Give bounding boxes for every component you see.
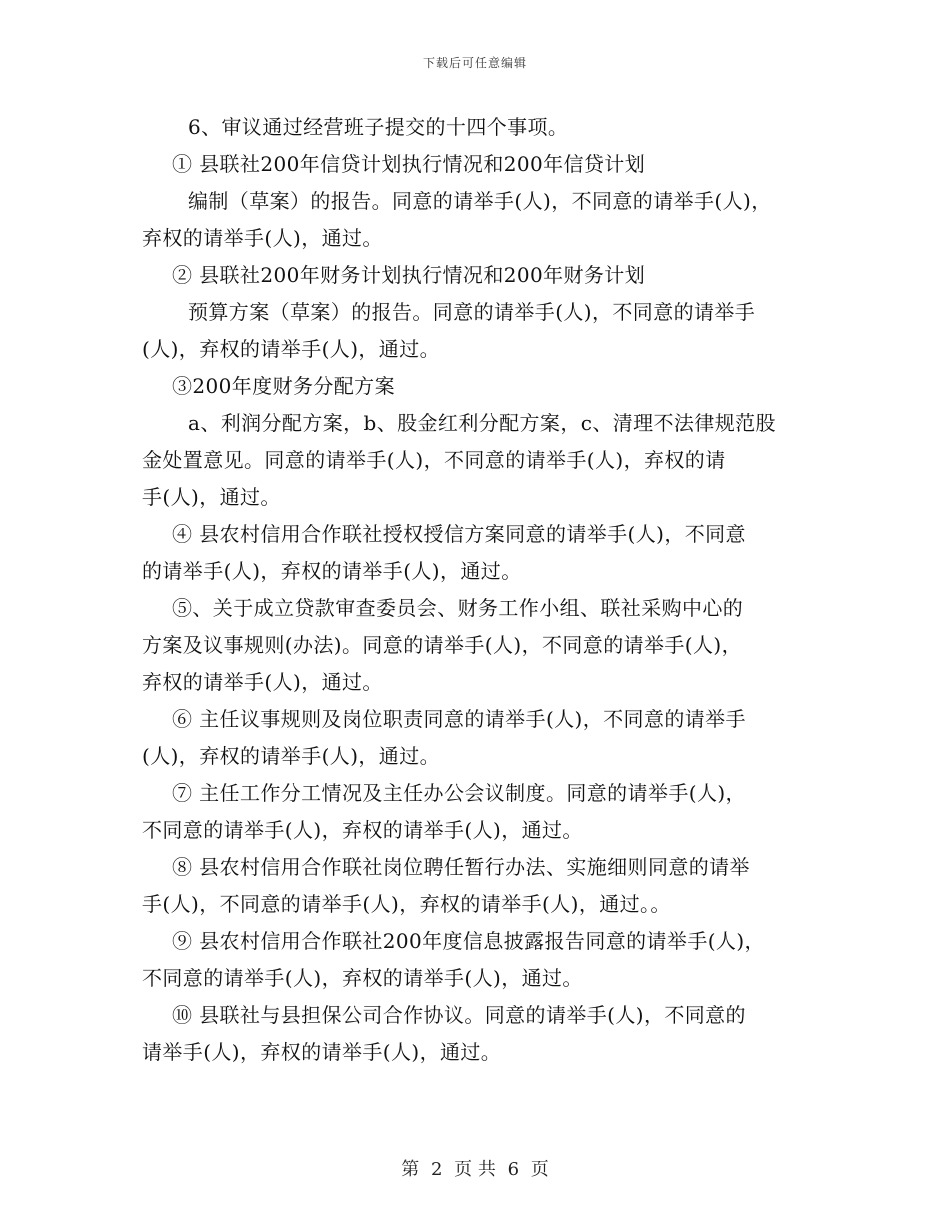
paragraph-item-7-line-2: 不同意的请举手(人)，弃权的请举手(人)，通过。 (142, 818, 583, 842)
paragraph-item-5-line-2: 方案及议事规则(办法)。同意的请举手(人)，不同意的请举手(人)， (142, 633, 743, 657)
total-page-count: 6 (507, 1159, 520, 1180)
paragraph-item-2-line-3: (人)，弃权的请举手(人)，通过。 (142, 337, 441, 361)
paragraph-item-5-line-1: ⑤、关于成立贷款审查委员会、财务工作小组、联社采购中心的 (172, 596, 744, 620)
document-body (142, 109, 812, 1071)
paragraph-item-1-line-1: ① 县联社200年信贷计划执行情况和200年信贷计划 (172, 152, 646, 176)
paragraph-item-6-line-1: ⑥ 主任议事规则及岗位职责同意的请举手(人)，不同意的请举手 (172, 707, 746, 731)
page-label-suffix: 页 (530, 1159, 549, 1180)
paragraph-item-7-line-1: ⑦ 主任工作分工情况及主任办公会议制度。同意的请举手(人)， (172, 781, 746, 805)
paragraph-item-3-line-2: 金处置意见。同意的请举手(人)，不同意的请举手(人)，弃权的请 (142, 448, 726, 472)
page-label-prefix: 第 (401, 1159, 420, 1180)
paragraph-item-6-title: 6、审议通过经营班子提交的十四个事项。 (188, 115, 569, 139)
page-header: 下载后可任意编辑 (422, 56, 527, 70)
paragraph-item-10-line-1: ⑩ 县联社与县担保公司合作协议。同意的请举手(人)，不同意的 (172, 1003, 746, 1027)
paragraph-item-9-line-1: ⑨ 县农村信用合作联社200年度信息披露报告同意的请举手(人)， (172, 929, 765, 953)
paragraph-item-5-line-3: 弃权的请举手(人)，通过。 (142, 670, 383, 694)
paragraph-item-1-line-3: 弃权的请举手(人)，通过。 (142, 226, 383, 250)
paragraph-item-4-line-1: ④ 县农村信用合作联社授权授信方案同意的请举手(人)，不同意 (172, 522, 746, 546)
paragraph-item-10-line-2: 请举手(人)，弃权的请举手(人)，通过。 (142, 1040, 502, 1064)
page-label-mid: 页 共 (454, 1159, 496, 1180)
page-footer (0, 1155, 950, 1181)
paragraph-item-6-line-2: (人)，弃权的请举手(人)，通过。 (142, 744, 441, 768)
paragraph-item-4-line-2: 的请举手(人)，弃权的请举手(人)，通过。 (142, 559, 522, 583)
paragraph-item-1-line-2: 编制（草案）的报告。同意的请举手(人)，不同意的请举手(人)， (188, 189, 772, 213)
paragraph-item-8-line-1: ⑧ 县农村信用合作联社岗位聘任暂行办法、实施细则同意的请举 (172, 855, 750, 879)
paragraph-item-3-title: ③200年度财务分配方案 (172, 374, 395, 398)
paragraph-item-8-line-2: 手(人)，不同意的请举手(人)，弃权的请举手(人)，通过。。 (142, 892, 671, 916)
paragraph-item-9-line-2: 不同意的请举手(人)，弃权的请举手(人)，通过。 (142, 966, 583, 990)
paragraph-item-2-line-1: ② 县联社200年财务计划执行情况和200年财务计划 (172, 263, 646, 287)
paragraph-item-3-line-3: 手(人)，通过。 (142, 485, 281, 509)
paragraph-item-3-line-1: a、利润分配方案，b、股金红利分配方案，c、清理不法律规范股 (188, 411, 776, 435)
paragraph-item-2-line-2: 预算方案（草案）的报告。同意的请举手(人)，不同意的请举手 (188, 300, 756, 324)
current-page-number: 2 (430, 1159, 443, 1180)
